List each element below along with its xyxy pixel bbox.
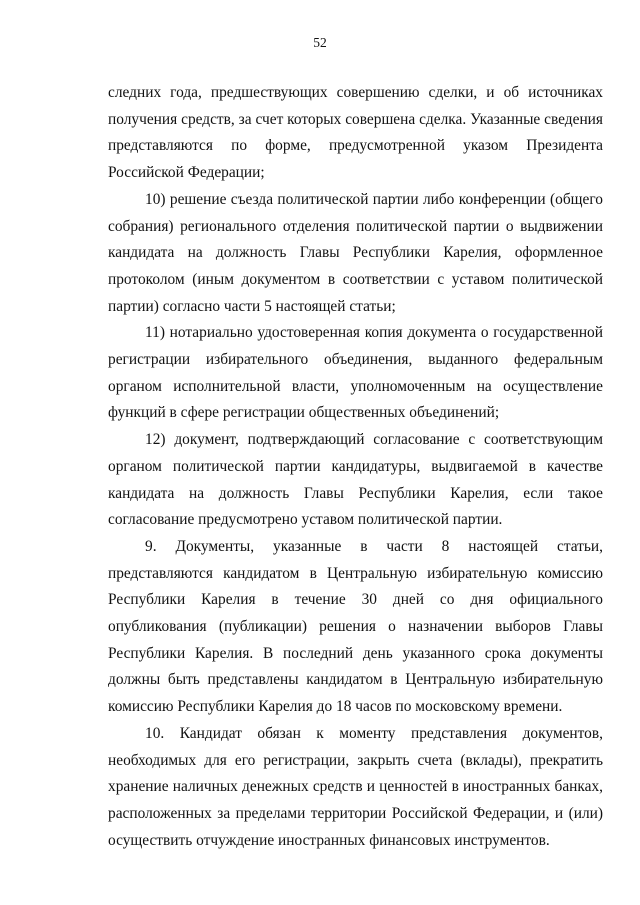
paragraph-item-12: 12) документ, подтверждающий согласование с соответствующим органом политической партии кандидатуры, выдвигаемой в качестве кандидата на должность Главы Республики Карелия, если такое согласование предусмотрено уставом политической партии. (108, 431, 603, 529)
paragraph-part-9: 9. Документы, указанные в части 8 настоящей статьи, представляются кандидатом в Центральную избирательную комиссию Республики Карелия в течение 30 дней со дня официального опубликования (публикации) решения о назначении выборов Главы Республики Карелия. В последний день указанного срока документы должны быть представлены кандидатом в Центральную избирательную комиссию Республики Карелия до 18 часов по московскому времени. (108, 537, 603, 716)
document-body (108, 80, 603, 854)
paragraph-item-10: 10) решение съезда политической партии либо конференции (общего собрания) регионального отделения политической партии о выдвижении кандидата на должность Главы Республики Карелия, оформленное протоколом (иным документом в соответствии с уставом политической партии) согласно части 5 настоящей статьи; (108, 190, 603, 315)
paragraph-continuation: следних года, предшествующих совершению сделки, и об источниках получения средств, за счет которых совершена сделка. Указанные сведения представляются по форме, предусмотренной указом Президента Российской Федерации; (108, 84, 603, 182)
page-number: 52 (313, 35, 327, 50)
paragraph-item-11: 11) нотариально удостоверенная копия документа о государственной регистрации избирательного объединения, выданного федеральным органом исполнительной власти, уполномоченным на осуществление функций в сфере регистрации общественных объединений; (108, 324, 603, 422)
paragraph-part-10: 10. Кандидат обязан к моменту представления документов, необходимых для его регистрации, закрыть счета (вклады), прекратить хранение наличных денежных средств и ценностей в иностранных банках, расположенных за пределами территории Российской Федерации, и (или) осуществить отчуждение иностранных финансовых инструментов. (108, 724, 603, 849)
